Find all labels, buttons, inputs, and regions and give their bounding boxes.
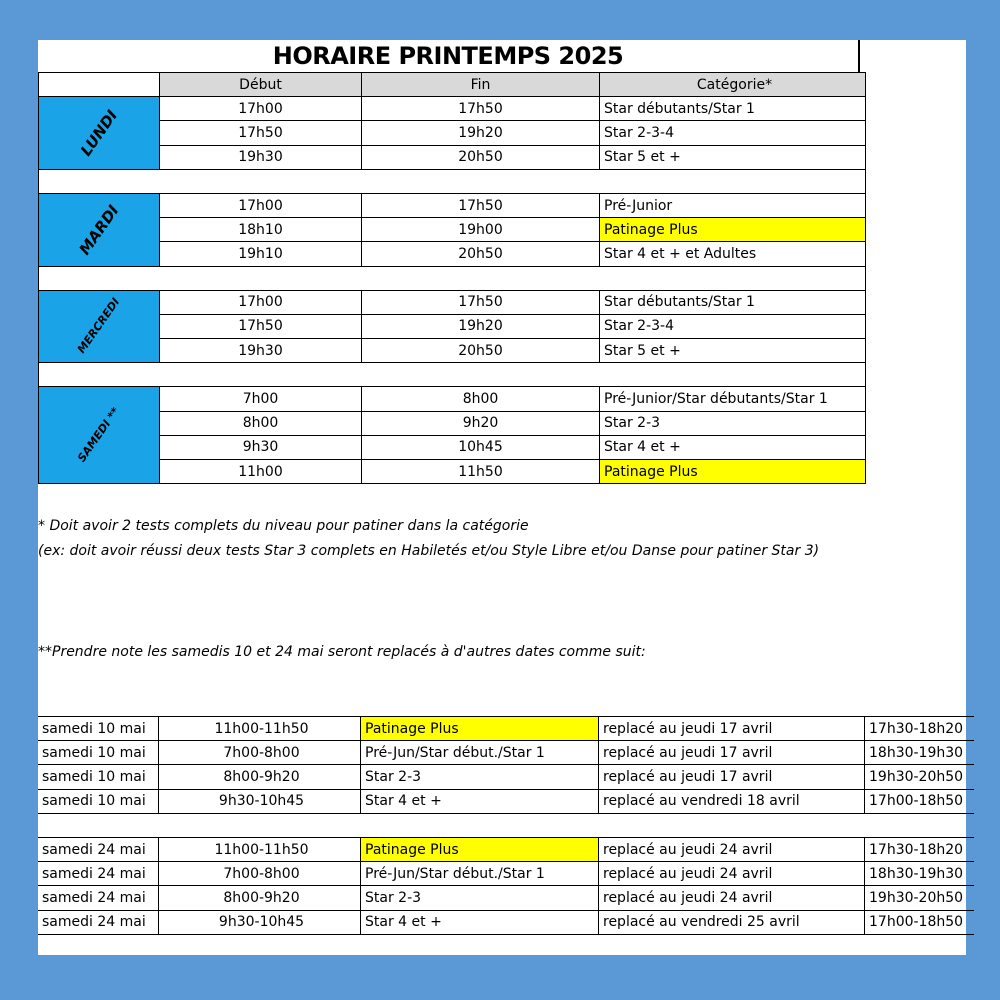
date-cell: samedi 10 mai bbox=[38, 741, 159, 765]
fin-cell: 17h50 bbox=[362, 97, 600, 121]
schedule-row bbox=[39, 121, 866, 145]
page-title: HORAIRE PRINTEMPS 2025 bbox=[38, 40, 860, 72]
day-cell bbox=[39, 97, 160, 170]
spacer-row bbox=[39, 169, 866, 193]
schedule-row bbox=[39, 339, 866, 363]
schedule-row bbox=[39, 193, 866, 217]
schedule-row bbox=[39, 97, 866, 121]
debut-cell: 7h00 bbox=[160, 387, 362, 411]
schedule-row bbox=[39, 290, 866, 314]
day-label: MERCREDI bbox=[74, 296, 123, 357]
debut-cell: 17h00 bbox=[160, 193, 362, 217]
spacer-row bbox=[39, 266, 866, 290]
categorie-cell: Star 2-3 bbox=[600, 411, 866, 435]
replacement-row bbox=[38, 837, 974, 861]
fin-cell: 9h20 bbox=[362, 411, 600, 435]
new-time-cell: 17h30-18h20 bbox=[865, 717, 975, 741]
debut-cell: 17h00 bbox=[160, 97, 362, 121]
spacer-row bbox=[39, 363, 866, 387]
new-time-cell: 18h30-19h30 bbox=[865, 862, 975, 886]
schedule-row bbox=[39, 387, 866, 411]
categorie-cell: Star débutants/Star 1 bbox=[600, 97, 866, 121]
day-label: SAMEDI ** bbox=[75, 405, 123, 465]
categorie-cell: Star 2-3 bbox=[361, 886, 599, 910]
debut-cell: 19h30 bbox=[160, 145, 362, 169]
replace-cell: replacé au vendredi 25 avril bbox=[599, 910, 865, 934]
note-example: (ex: doit avoir réussi deux tests Star 3 complets en Habiletés et/ou Style Libre et/ou Danse pour patiner Star 3) bbox=[38, 543, 820, 559]
categorie-cell: Star débutants/Star 1 bbox=[600, 290, 866, 314]
categorie-cell: Patinage Plus bbox=[361, 717, 599, 741]
table-header-row bbox=[39, 73, 866, 97]
categorie-cell: Patinage Plus bbox=[600, 460, 866, 484]
note-tests: * Doit avoir 2 tests complets du niveau pour patiner dans la catégorie bbox=[38, 518, 529, 534]
categorie-cell: Star 5 et + bbox=[600, 145, 866, 169]
replace-cell: replacé au vendredi 18 avril bbox=[599, 789, 865, 813]
categorie-cell: Pré-Jun/Star début./Star 1 bbox=[361, 741, 599, 765]
fin-cell: 10h45 bbox=[362, 435, 600, 459]
new-time-cell: 18h30-19h30 bbox=[865, 741, 975, 765]
replacement-row bbox=[38, 886, 974, 910]
categorie-cell: Star 4 et + bbox=[361, 910, 599, 934]
replacement-row bbox=[38, 741, 974, 765]
debut-cell: 19h10 bbox=[160, 242, 362, 266]
day-label: LUNDI bbox=[76, 106, 122, 160]
categorie-cell: Pré-Junior/Star débutants/Star 1 bbox=[600, 387, 866, 411]
replacement-table bbox=[38, 716, 974, 935]
new-time-cell: 19h30-20h50 bbox=[865, 765, 975, 789]
new-time-cell: 19h30-20h50 bbox=[865, 886, 975, 910]
replacement-row bbox=[38, 910, 974, 934]
fin-cell: 19h00 bbox=[362, 218, 600, 242]
new-time-cell: 17h00-18h50 bbox=[865, 910, 975, 934]
categorie-cell: Star 5 et + bbox=[600, 339, 866, 363]
fin-cell: 8h00 bbox=[362, 387, 600, 411]
replacement-row bbox=[38, 789, 974, 813]
fin-cell: 19h20 bbox=[362, 314, 600, 338]
date-cell: samedi 10 mai bbox=[38, 789, 159, 813]
replace-cell: replacé au jeudi 24 avril bbox=[599, 862, 865, 886]
day-cell bbox=[39, 290, 160, 363]
replace-cell: replacé au jeudi 17 avril bbox=[599, 741, 865, 765]
debut-cell: 19h30 bbox=[160, 339, 362, 363]
fin-cell: 11h50 bbox=[362, 460, 600, 484]
debut-cell: 18h10 bbox=[160, 218, 362, 242]
schedule-row bbox=[39, 435, 866, 459]
categorie-cell: Star 2-3 bbox=[361, 765, 599, 789]
note-saturdays: **Prendre note les samedis 10 et 24 mai seront replacés à d'autres dates comme suit: bbox=[38, 644, 646, 660]
spacer-row bbox=[38, 813, 974, 837]
day-label: MARDI bbox=[75, 201, 123, 258]
replace-cell: replacé au jeudi 17 avril bbox=[599, 717, 865, 741]
spacer-cell bbox=[39, 266, 866, 290]
categorie-cell: Pré-Junior bbox=[600, 193, 866, 217]
fin-cell: 20h50 bbox=[362, 339, 600, 363]
date-cell: samedi 24 mai bbox=[38, 862, 159, 886]
date-cell: samedi 24 mai bbox=[38, 837, 159, 861]
replacement-row bbox=[38, 862, 974, 886]
fin-cell: 19h20 bbox=[362, 121, 600, 145]
date-cell: samedi 10 mai bbox=[38, 717, 159, 741]
categorie-cell: Star 2-3-4 bbox=[600, 314, 866, 338]
debut-cell: 11h00 bbox=[160, 460, 362, 484]
day-cell bbox=[39, 193, 160, 266]
date-cell: samedi 24 mai bbox=[38, 886, 159, 910]
header-categorie: Catégorie* bbox=[600, 73, 866, 97]
schedule-sheet bbox=[38, 40, 966, 955]
categorie-cell: Patinage Plus bbox=[600, 218, 866, 242]
replace-cell: replacé au jeudi 24 avril bbox=[599, 837, 865, 861]
time-cell: 9h30-10h45 bbox=[159, 789, 361, 813]
schedule-row bbox=[39, 460, 866, 484]
spacer-cell bbox=[39, 169, 866, 193]
fin-cell: 20h50 bbox=[362, 242, 600, 266]
time-cell: 11h00-11h50 bbox=[159, 837, 361, 861]
categorie-cell: Pré-Jun/Star début./Star 1 bbox=[361, 862, 599, 886]
spacer-cell bbox=[39, 363, 866, 387]
replace-cell: replacé au jeudi 17 avril bbox=[599, 765, 865, 789]
debut-cell: 8h00 bbox=[160, 411, 362, 435]
debut-cell: 17h00 bbox=[160, 290, 362, 314]
schedule-row bbox=[39, 242, 866, 266]
debut-cell: 17h50 bbox=[160, 314, 362, 338]
replacement-row bbox=[38, 765, 974, 789]
date-cell: samedi 24 mai bbox=[38, 910, 159, 934]
categorie-cell: Star 4 et + et Adultes bbox=[600, 242, 866, 266]
schedule-row bbox=[39, 145, 866, 169]
categorie-cell: Star 4 et + bbox=[600, 435, 866, 459]
categorie-cell: Star 4 et + bbox=[361, 789, 599, 813]
fin-cell: 17h50 bbox=[362, 290, 600, 314]
replacement-row bbox=[38, 717, 974, 741]
schedule-row bbox=[39, 218, 866, 242]
time-cell: 7h00-8h00 bbox=[159, 741, 361, 765]
debut-cell: 17h50 bbox=[160, 121, 362, 145]
time-cell: 11h00-11h50 bbox=[159, 717, 361, 741]
spacer-cell bbox=[38, 813, 974, 837]
new-time-cell: 17h30-18h20 bbox=[865, 837, 975, 861]
time-cell: 9h30-10h45 bbox=[159, 910, 361, 934]
time-cell: 7h00-8h00 bbox=[159, 862, 361, 886]
fin-cell: 20h50 bbox=[362, 145, 600, 169]
fin-cell: 17h50 bbox=[362, 193, 600, 217]
schedule-table bbox=[38, 72, 866, 484]
schedule-row bbox=[39, 411, 866, 435]
date-cell: samedi 10 mai bbox=[38, 765, 159, 789]
day-cell bbox=[39, 387, 160, 484]
categorie-cell: Patinage Plus bbox=[361, 837, 599, 861]
categorie-cell: Star 2-3-4 bbox=[600, 121, 866, 145]
schedule-row bbox=[39, 314, 866, 338]
time-cell: 8h00-9h20 bbox=[159, 886, 361, 910]
new-time-cell: 17h00-18h50 bbox=[865, 789, 975, 813]
header-fin: Fin bbox=[362, 73, 600, 97]
header-debut: Début bbox=[160, 73, 362, 97]
header-blank-cell bbox=[39, 73, 160, 97]
debut-cell: 9h30 bbox=[160, 435, 362, 459]
replace-cell: replacé au jeudi 24 avril bbox=[599, 886, 865, 910]
time-cell: 8h00-9h20 bbox=[159, 765, 361, 789]
